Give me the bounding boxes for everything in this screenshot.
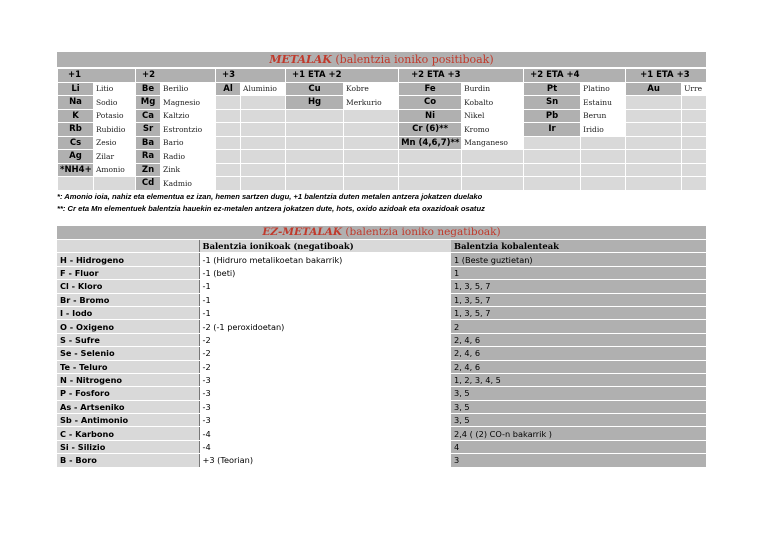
element-symbol: Sn (524, 96, 581, 110)
empty-cell (626, 136, 682, 150)
metals-header-row (58, 69, 707, 83)
nonmetals-row (57, 373, 706, 386)
element-symbol: Zn (136, 163, 161, 177)
empty-cell (626, 123, 682, 137)
element-name: Sb - Antimonio (57, 414, 199, 427)
element-name: P - Fosforo (57, 387, 199, 400)
element-name: B - Boro (57, 454, 199, 467)
empty-cell (682, 123, 707, 137)
empty-cell (94, 177, 136, 191)
element-name: Berun (581, 109, 626, 123)
covalent-valence: 3, 5 (451, 400, 706, 413)
element-symbol: *NH4+ (58, 163, 94, 177)
element-name: Kromo (462, 123, 524, 137)
nonmetals-row (57, 320, 706, 333)
empty-cell (682, 150, 707, 164)
nonmetals-row (57, 454, 706, 467)
nonmetals-row (57, 266, 706, 279)
footnote-cr-mn: **: Cr eta Mn elementuek balentzia hauekin ez-metalen antzera jokatzen dute, hots, oxido azidoak eta oxazidoak osatuz (57, 204, 485, 213)
ionic-valence: -1 (199, 306, 451, 319)
metals-row (58, 123, 707, 137)
element-name: Radio (161, 150, 216, 164)
empty-cell (626, 150, 682, 164)
element-name: Aluminio (241, 82, 286, 96)
empty-cell (216, 177, 241, 191)
element-name: Te - Teluro (57, 360, 199, 373)
metals-row (58, 136, 707, 150)
element-symbol: Au (626, 82, 682, 96)
footnote-ammonium: *: Amonio ioia, nahiz eta elementua ez izan, hemen sartzen dugu, +1 balentzia duten metalen antzera jokatzen duelako (57, 192, 483, 201)
covalent-valence: 1 (451, 266, 706, 279)
element-symbol: Cs (58, 136, 94, 150)
empty-cell (344, 109, 399, 123)
element-symbol: Hg (286, 96, 344, 110)
empty-cell (626, 109, 682, 123)
empty-cell (462, 150, 524, 164)
header-plus2-plus4: +2 ETA +4 (524, 69, 626, 83)
nonmetals-row (57, 387, 706, 400)
element-symbol: Be (136, 82, 161, 96)
nonmetals-title-main: EZ-METALAK (262, 226, 343, 238)
covalent-valence: 1 (Beste guztietan) (451, 253, 706, 266)
covalent-valence: 3, 5 (451, 414, 706, 427)
covalent-valence: 2, 4, 6 (451, 347, 706, 360)
element-name: Berilio (161, 82, 216, 96)
covalent-valence: 1, 2, 3, 4, 5 (451, 373, 706, 386)
nonmetals-table (57, 240, 706, 468)
element-symbol: Na (58, 96, 94, 110)
element-name: Amonio (94, 163, 136, 177)
nonmetals-row (57, 400, 706, 413)
empty-cell (216, 136, 241, 150)
metals-row (58, 150, 707, 164)
metals-title-sub: (balentzia ioniko positiboak) (335, 53, 494, 66)
header-plus2: +2 (136, 69, 216, 83)
element-name: Zesio (94, 136, 136, 150)
metals-row (58, 96, 707, 110)
header-plus1: +1 (58, 69, 136, 83)
ionic-valence: -3 (199, 373, 451, 386)
element-name: Rubidio (94, 123, 136, 137)
empty-cell (286, 109, 344, 123)
covalent-valence: 3 (451, 454, 706, 467)
ionic-valence: -1 (199, 280, 451, 293)
covalent-valence: 2,4 ( (2) CO-n bakarrik ) (451, 427, 706, 440)
nonmetals-row (57, 306, 706, 319)
header-plus3: +3 (216, 69, 286, 83)
element-name: C - Karbono (57, 427, 199, 440)
metals-row (58, 163, 707, 177)
empty-cell (524, 150, 581, 164)
element-name: Merkurio (344, 96, 399, 110)
element-symbol: Cr (6)** (399, 123, 462, 137)
empty-cell (241, 136, 286, 150)
element-name: Urre (682, 82, 707, 96)
header-plus1-plus3: +1 ETA +3 (626, 69, 707, 83)
nonmetals-row (57, 347, 706, 360)
empty-cell (399, 150, 462, 164)
element-symbol: Sr (136, 123, 161, 137)
empty-cell (286, 163, 344, 177)
empty-cell (682, 109, 707, 123)
element-name: Litio (94, 82, 136, 96)
covalent-valence: 2, 4, 6 (451, 360, 706, 373)
empty-cell (216, 163, 241, 177)
empty-cell (216, 109, 241, 123)
element-name: Cl - Kloro (57, 280, 199, 293)
header-element (57, 240, 199, 253)
empty-cell (581, 163, 626, 177)
element-symbol: Pb (524, 109, 581, 123)
element-name: O - Oxigeno (57, 320, 199, 333)
nonmetals-row (57, 427, 706, 440)
element-symbol: Co (399, 96, 462, 110)
empty-cell (241, 163, 286, 177)
nonmetals-title-sub: (balentzia ioniko negatiboak) (345, 226, 501, 238)
empty-cell (344, 150, 399, 164)
metals-title-main: METALAK (269, 53, 332, 66)
element-symbol: Ba (136, 136, 161, 150)
element-symbol: Cd (136, 177, 161, 191)
element-symbol: Al (216, 82, 241, 96)
empty-cell (682, 96, 707, 110)
element-name: Kobre (344, 82, 399, 96)
empty-cell (286, 123, 344, 137)
empty-cell (344, 177, 399, 191)
ionic-valence: -4 (199, 440, 451, 453)
element-name: Iridio (581, 123, 626, 137)
empty-cell (216, 150, 241, 164)
element-symbol: Li (58, 82, 94, 96)
empty-cell (241, 177, 286, 191)
empty-cell (399, 163, 462, 177)
ionic-valence: -3 (199, 400, 451, 413)
element-symbol: Ni (399, 109, 462, 123)
empty-cell (524, 177, 581, 191)
empty-cell (626, 163, 682, 177)
ionic-valence: -2 (199, 333, 451, 346)
element-name: As - Artseniko (57, 400, 199, 413)
element-symbol: Fe (399, 82, 462, 96)
metals-title (57, 52, 706, 67)
element-name: Estrontzio (161, 123, 216, 137)
empty-cell (524, 136, 581, 150)
nonmetals-row (57, 414, 706, 427)
element-name: Kaltzio (161, 109, 216, 123)
element-name: I - Iodo (57, 306, 199, 319)
element-symbol: Rb (58, 123, 94, 137)
empty-cell (682, 136, 707, 150)
element-symbol: Ir (524, 123, 581, 137)
covalent-valence: 1, 3, 5, 7 (451, 306, 706, 319)
element-name: H - Hidrogeno (57, 253, 199, 266)
empty-cell (626, 177, 682, 191)
element-name: Manganeso (462, 136, 524, 150)
header-ionic: Balentzia ionikoak (negatiboak) (199, 240, 451, 253)
element-name: N - Nitrogeno (57, 373, 199, 386)
element-symbol: Mn (4,6,7)** (399, 136, 462, 150)
element-name: Zilar (94, 150, 136, 164)
nonmetals-title (57, 226, 706, 239)
element-symbol: Mg (136, 96, 161, 110)
header-plus1-plus2: +1 ETA +2 (286, 69, 399, 83)
ionic-valence: -2 (199, 347, 451, 360)
empty-cell (581, 177, 626, 191)
empty-cell (58, 177, 94, 191)
empty-cell (241, 123, 286, 137)
nonmetals-row (57, 253, 706, 266)
element-name: Si - Silizio (57, 440, 199, 453)
empty-cell (216, 123, 241, 137)
empty-cell (581, 136, 626, 150)
element-name: Zink (161, 163, 216, 177)
element-name: Kadmio (161, 177, 216, 191)
empty-cell (344, 136, 399, 150)
ionic-valence: -1 (beti) (199, 266, 451, 279)
element-name: Kobalto (462, 96, 524, 110)
nonmetals-row (57, 293, 706, 306)
ionic-valence: -2 (199, 360, 451, 373)
empty-cell (344, 163, 399, 177)
element-name: F - Fluor (57, 266, 199, 279)
empty-cell (241, 109, 286, 123)
empty-cell (581, 150, 626, 164)
element-name: Se - Selenio (57, 347, 199, 360)
empty-cell (286, 177, 344, 191)
empty-cell (399, 177, 462, 191)
empty-cell (682, 163, 707, 177)
nonmetals-row (57, 280, 706, 293)
ionic-valence: -2 (-1 peroxidoetan) (199, 320, 451, 333)
element-symbol: Ca (136, 109, 161, 123)
ionic-valence: +3 (Teorian) (199, 454, 451, 467)
empty-cell (216, 96, 241, 110)
nonmetals-row (57, 360, 706, 373)
element-symbol: Ra (136, 150, 161, 164)
empty-cell (626, 96, 682, 110)
element-name: Magnesio (161, 96, 216, 110)
metals-row (58, 109, 707, 123)
element-name: Potasio (94, 109, 136, 123)
empty-cell (286, 136, 344, 150)
covalent-valence: 1, 3, 5, 7 (451, 280, 706, 293)
element-symbol: Cu (286, 82, 344, 96)
empty-cell (241, 150, 286, 164)
element-name: Estainu (581, 96, 626, 110)
covalent-valence: 4 (451, 440, 706, 453)
element-name: Sodio (94, 96, 136, 110)
nonmetals-row (57, 333, 706, 346)
empty-cell (524, 163, 581, 177)
element-name: S - Sufre (57, 333, 199, 346)
covalent-valence: 3, 5 (451, 387, 706, 400)
covalent-valence: 2, 4, 6 (451, 333, 706, 346)
ionic-valence: -1 (Hidruro metalikoetan bakarrik) (199, 253, 451, 266)
empty-cell (241, 96, 286, 110)
element-name: Nikel (462, 109, 524, 123)
metals-row (58, 177, 707, 191)
element-name: Bario (161, 136, 216, 150)
metals-row (58, 82, 707, 96)
empty-cell (462, 177, 524, 191)
element-name: Burdin (462, 82, 524, 96)
nonmetals-header-row (57, 240, 706, 253)
element-symbol: Ag (58, 150, 94, 164)
element-symbol: Pt (524, 82, 581, 96)
covalent-valence: 1, 3, 5, 7 (451, 293, 706, 306)
header-covalent: Balentzia kobalenteak (451, 240, 706, 253)
element-name: Platino (581, 82, 626, 96)
empty-cell (344, 123, 399, 137)
ionic-valence: -4 (199, 427, 451, 440)
header-plus2-plus3: +2 ETA +3 (399, 69, 524, 83)
nonmetals-row (57, 440, 706, 453)
element-symbol: K (58, 109, 94, 123)
empty-cell (682, 177, 707, 191)
metals-table (57, 68, 707, 191)
empty-cell (286, 150, 344, 164)
empty-cell (462, 163, 524, 177)
ionic-valence: -1 (199, 293, 451, 306)
ionic-valence: -3 (199, 387, 451, 400)
ionic-valence: -3 (199, 414, 451, 427)
covalent-valence: 2 (451, 320, 706, 333)
element-name: Br - Bromo (57, 293, 199, 306)
